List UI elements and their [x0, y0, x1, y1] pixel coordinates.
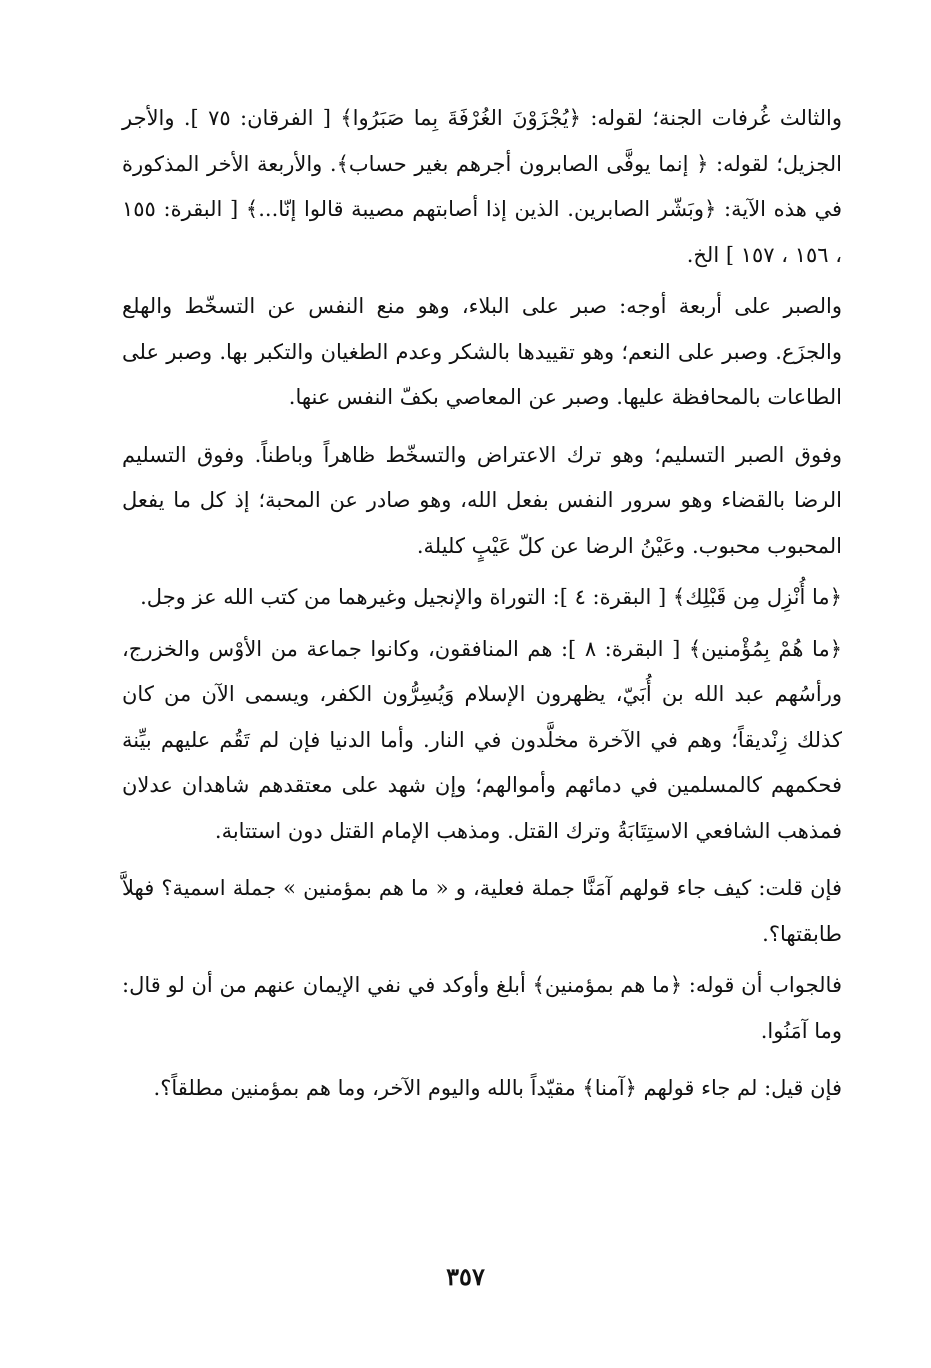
paragraph-sabr-types: والصبر على أربعة أوجه: صبر على البلاء، وهو منع النفس عن التسخّط والهلع والجزَع. وصبر على النعم؛ وهو تقييدها بالشكر وعدم الطغيان والتكبر بها. وصبر على الطاعات بالمحافظة عليها. وصبر عن المعاصي بكفّ النفس عنها. [122, 294, 842, 409]
paragraph-ma-unzila: ﴿ما أُنْزِل مِن قَبْلِك﴾ [ البقرة: ٤ ]: التوراة والإنجيل وغيرهما من كتب الله عز وجل. [140, 585, 842, 609]
paragraph-taslim: وفوق الصبر التسليم؛ وهو ترك الاعتراض والتسخّط ظاهراً وباطناً. وفوق التسليم الرضا بالقضاء وهو سرور النفس بفعل الله، وهو صادر عن المحبة؛ إذ كل ما يفعل المحبوب محبوب. وعَيْنُ الرضا عن كلّ عَيْبٍ كليلة. [122, 442, 842, 558]
page-body [122, 96, 842, 1118]
paragraph-munafiqun: ﴿ما هُمْ بِمُؤْمنين﴾ [ البقرة: ٨ ]: هم المنافقون، وكانوا جماعة من الأوْس والخزرج، ورأسُهم عبد الله بن أُبَيّ، يظهرون الإسلام وَيُسِرُّون الكفر، ويسمى الآن من كان كذلك زِنْديقاً؛ وهم في الآخرة مخلَّدون في النار. وأما الدنيا فإن لم تَقُم عليهم بيِّنة فحكمهم كالمسلمين في دمائهم وأموالهم؛ وإن شهد على معتقدهم شاهدان عدلان فمذهب الشافعي الاستِتَابَةُ وترك القتل. ومذهب الإمام القتل دون استتابة. [122, 636, 842, 843]
page-number: ٣٥٧ [446, 1262, 485, 1291]
paragraph-question-2: فإن قيل: لم جاء قولهم ﴿آمنا﴾ مقيّداً بالله واليوم الآخر، وما هم بمؤمنين مطلقاً؟. [153, 1076, 842, 1100]
paragraph-answer: فالجواب أن قوله: ﴿ما هم بمؤمنين﴾ أبلغ وأوكد في نفي الإيمان عنهم من أن لو قال: وما آمَنُوا. [122, 973, 842, 1043]
paragraph-question: فإن قلت: كيف جاء قولهم آمَنَّا جملة فعلية، و « ما هم بمؤمنين » جملة اسمية؟ فهلاَّ طابقتها؟. [122, 876, 842, 946]
paragraph-gurfat: والثالث غُرفات الجنة؛ لقوله: ﴿يُجْزَوْنَ الغُرْفَةَ بِما صَبَرُوا﴾ [ الفرقان: ٧٥ ]. والأجر الجزيل؛ لقوله: ﴿ إنما يوفَّى الصابرون أجرهم بغير حساب﴾. والأربعة الأخر المذكورة في هذه الآية: ﴿وبَشّر الصابرين. الذين إذا أصابتهم مصيبة قالوا إنّا...﴾ [ البقرة: ١٥٥ ، ١٥٦ ، ١٥٧ ] الخ. [122, 106, 842, 267]
